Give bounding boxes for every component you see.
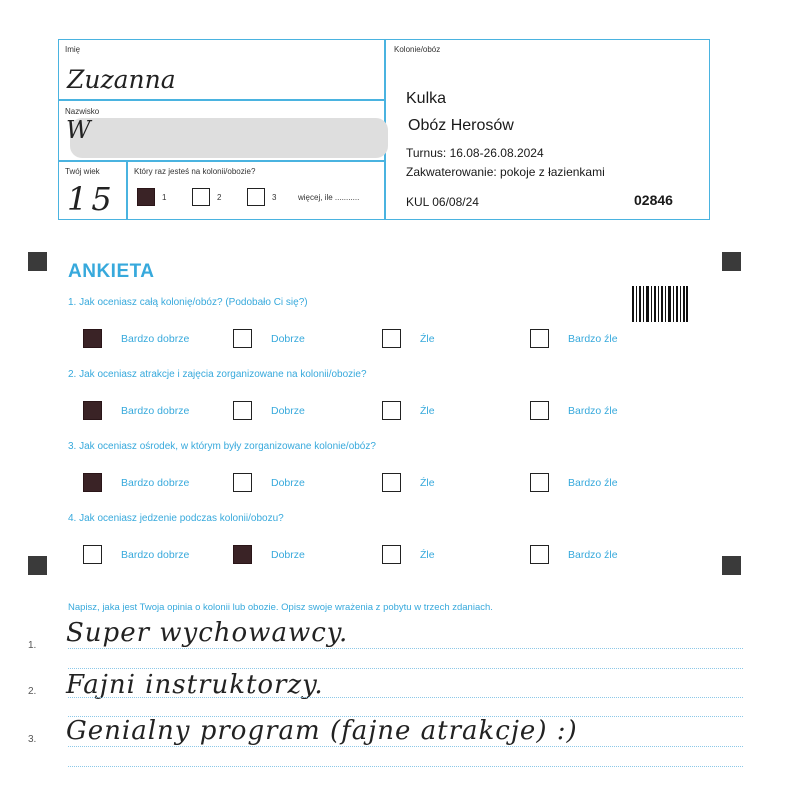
q4-option-dobrze: Dobrze xyxy=(271,549,305,561)
q2-checkbox-zle[interactable] xyxy=(382,401,401,420)
q4-option-bardzo-zle: Bardzo źle xyxy=(568,549,618,561)
answer-2-number: 2. xyxy=(28,686,37,697)
opinion-prompt: Napisz, jaka jest Twoja opinia o kolonii lub obozie. Opisz swoje wrażenia z pobytu w trzech zdaniach. xyxy=(68,602,493,613)
camp-name: Kulka xyxy=(406,90,447,107)
times-label: Który raz jesteś na kolonii/obozie? xyxy=(134,167,256,176)
times-option-3: 3 xyxy=(272,193,277,202)
barcode xyxy=(632,286,688,322)
q3-option-bardzo-dobrze: Bardzo dobrze xyxy=(121,477,190,489)
first-name-value[interactable]: Zuzanna xyxy=(67,65,176,94)
times-checkbox-2[interactable] xyxy=(192,188,210,206)
q1-checkbox-zle[interactable] xyxy=(382,329,401,348)
question-3-text: 3. Jak oceniasz ośrodek, w którym były zorganizowane kolonie/obóz? xyxy=(68,441,376,452)
times-checkbox-3[interactable] xyxy=(247,188,265,206)
camp-code: KUL 06/08/24 xyxy=(406,195,479,209)
q1-option-bardzo-dobrze: Bardzo dobrze xyxy=(121,333,190,345)
q4-checkbox-dobrze[interactable] xyxy=(233,545,252,564)
q3-checkbox-zle[interactable] xyxy=(382,473,401,492)
q2-checkbox-dobrze[interactable] xyxy=(233,401,252,420)
camp-subtitle: Obóz Herosów xyxy=(408,117,514,134)
q3-checkbox-bardzo-zle[interactable] xyxy=(530,473,549,492)
q3-option-dobrze: Dobrze xyxy=(271,477,305,489)
question-2-text: 2. Jak oceniasz atrakcje i zajęcia zorganizowane na kolonii/obozie? xyxy=(68,369,367,380)
times-checkbox-1[interactable] xyxy=(137,188,155,206)
age-label: Twój wiek xyxy=(65,167,100,176)
answer-line xyxy=(68,648,743,649)
header-row-divider xyxy=(59,99,384,101)
q1-option-dobrze: Dobrze xyxy=(271,333,305,345)
answer-line xyxy=(68,668,743,669)
turnus-text: Turnus: 16.08-26.08.2024 xyxy=(406,146,544,160)
q4-checkbox-bardzo-zle[interactable] xyxy=(530,545,549,564)
q4-checkbox-zle[interactable] xyxy=(382,545,401,564)
answer-1-number: 1. xyxy=(28,640,37,651)
q4-option-bardzo-dobrze: Bardzo dobrze xyxy=(121,549,190,561)
q4-checkbox-bardzo-dobrze[interactable] xyxy=(83,545,102,564)
q2-option-dobrze: Dobrze xyxy=(271,405,305,417)
answer-3-text[interactable]: Genialny program (fajne atrakcje) :) xyxy=(66,716,578,746)
answer-line xyxy=(68,697,743,698)
question-4-text: 4. Jak oceniasz jedzenie podczas kolonii/obozu? xyxy=(68,513,284,524)
form-number: 02846 xyxy=(634,192,673,208)
registration-marker xyxy=(28,252,47,271)
answer-3-number: 3. xyxy=(28,734,37,745)
q1-checkbox-bardzo-zle[interactable] xyxy=(530,329,549,348)
answer-line xyxy=(68,766,743,767)
q2-option-bardzo-dobrze: Bardzo dobrze xyxy=(121,405,190,417)
last-name-label: Nazwisko xyxy=(65,107,100,116)
survey-title: ANKIETA xyxy=(68,261,155,282)
q1-option-bardzo-zle: Bardzo źle xyxy=(568,333,618,345)
first-name-label: Imię xyxy=(65,45,81,54)
registration-marker xyxy=(722,556,741,575)
q1-checkbox-dobrze[interactable] xyxy=(233,329,252,348)
age-column-divider xyxy=(126,160,128,220)
q1-checkbox-bardzo-dobrze[interactable] xyxy=(83,329,102,348)
q3-checkbox-bardzo-dobrze[interactable] xyxy=(83,473,102,492)
q1-option-zle: Źle xyxy=(420,333,435,345)
times-option-2: 2 xyxy=(217,193,222,202)
q3-option-zle: Źle xyxy=(420,477,435,489)
times-option-1: 1 xyxy=(162,193,167,202)
surname-fragment: W xyxy=(66,116,91,144)
header-row-divider xyxy=(59,160,384,162)
answer-line xyxy=(68,746,743,747)
registration-marker xyxy=(28,556,47,575)
q2-option-zle: Źle xyxy=(420,405,435,417)
answer-1-text[interactable]: Super wychowawcy. xyxy=(66,618,349,648)
q3-option-bardzo-zle: Bardzo źle xyxy=(568,477,618,489)
camp-label: Kolonie/obóz xyxy=(394,45,441,54)
registration-marker xyxy=(722,252,741,271)
question-1-text: 1. Jak oceniasz całą kolonię/obóz? (Podobało Ci się?) xyxy=(68,297,308,308)
redacted-surname xyxy=(70,118,388,158)
q2-checkbox-bardzo-dobrze[interactable] xyxy=(83,401,102,420)
q2-option-bardzo-zle: Bardzo źle xyxy=(568,405,618,417)
accommodation-text: Zakwaterowanie: pokoje z łazienkami xyxy=(406,165,605,179)
age-value[interactable]: 15 xyxy=(67,180,116,218)
q3-checkbox-dobrze[interactable] xyxy=(233,473,252,492)
answer-2-text[interactable]: Fajni instruktorzy. xyxy=(66,670,324,700)
times-more-label: więcej, ile ........... xyxy=(298,193,360,202)
q4-option-zle: Źle xyxy=(420,549,435,561)
q2-checkbox-bardzo-zle[interactable] xyxy=(530,401,549,420)
